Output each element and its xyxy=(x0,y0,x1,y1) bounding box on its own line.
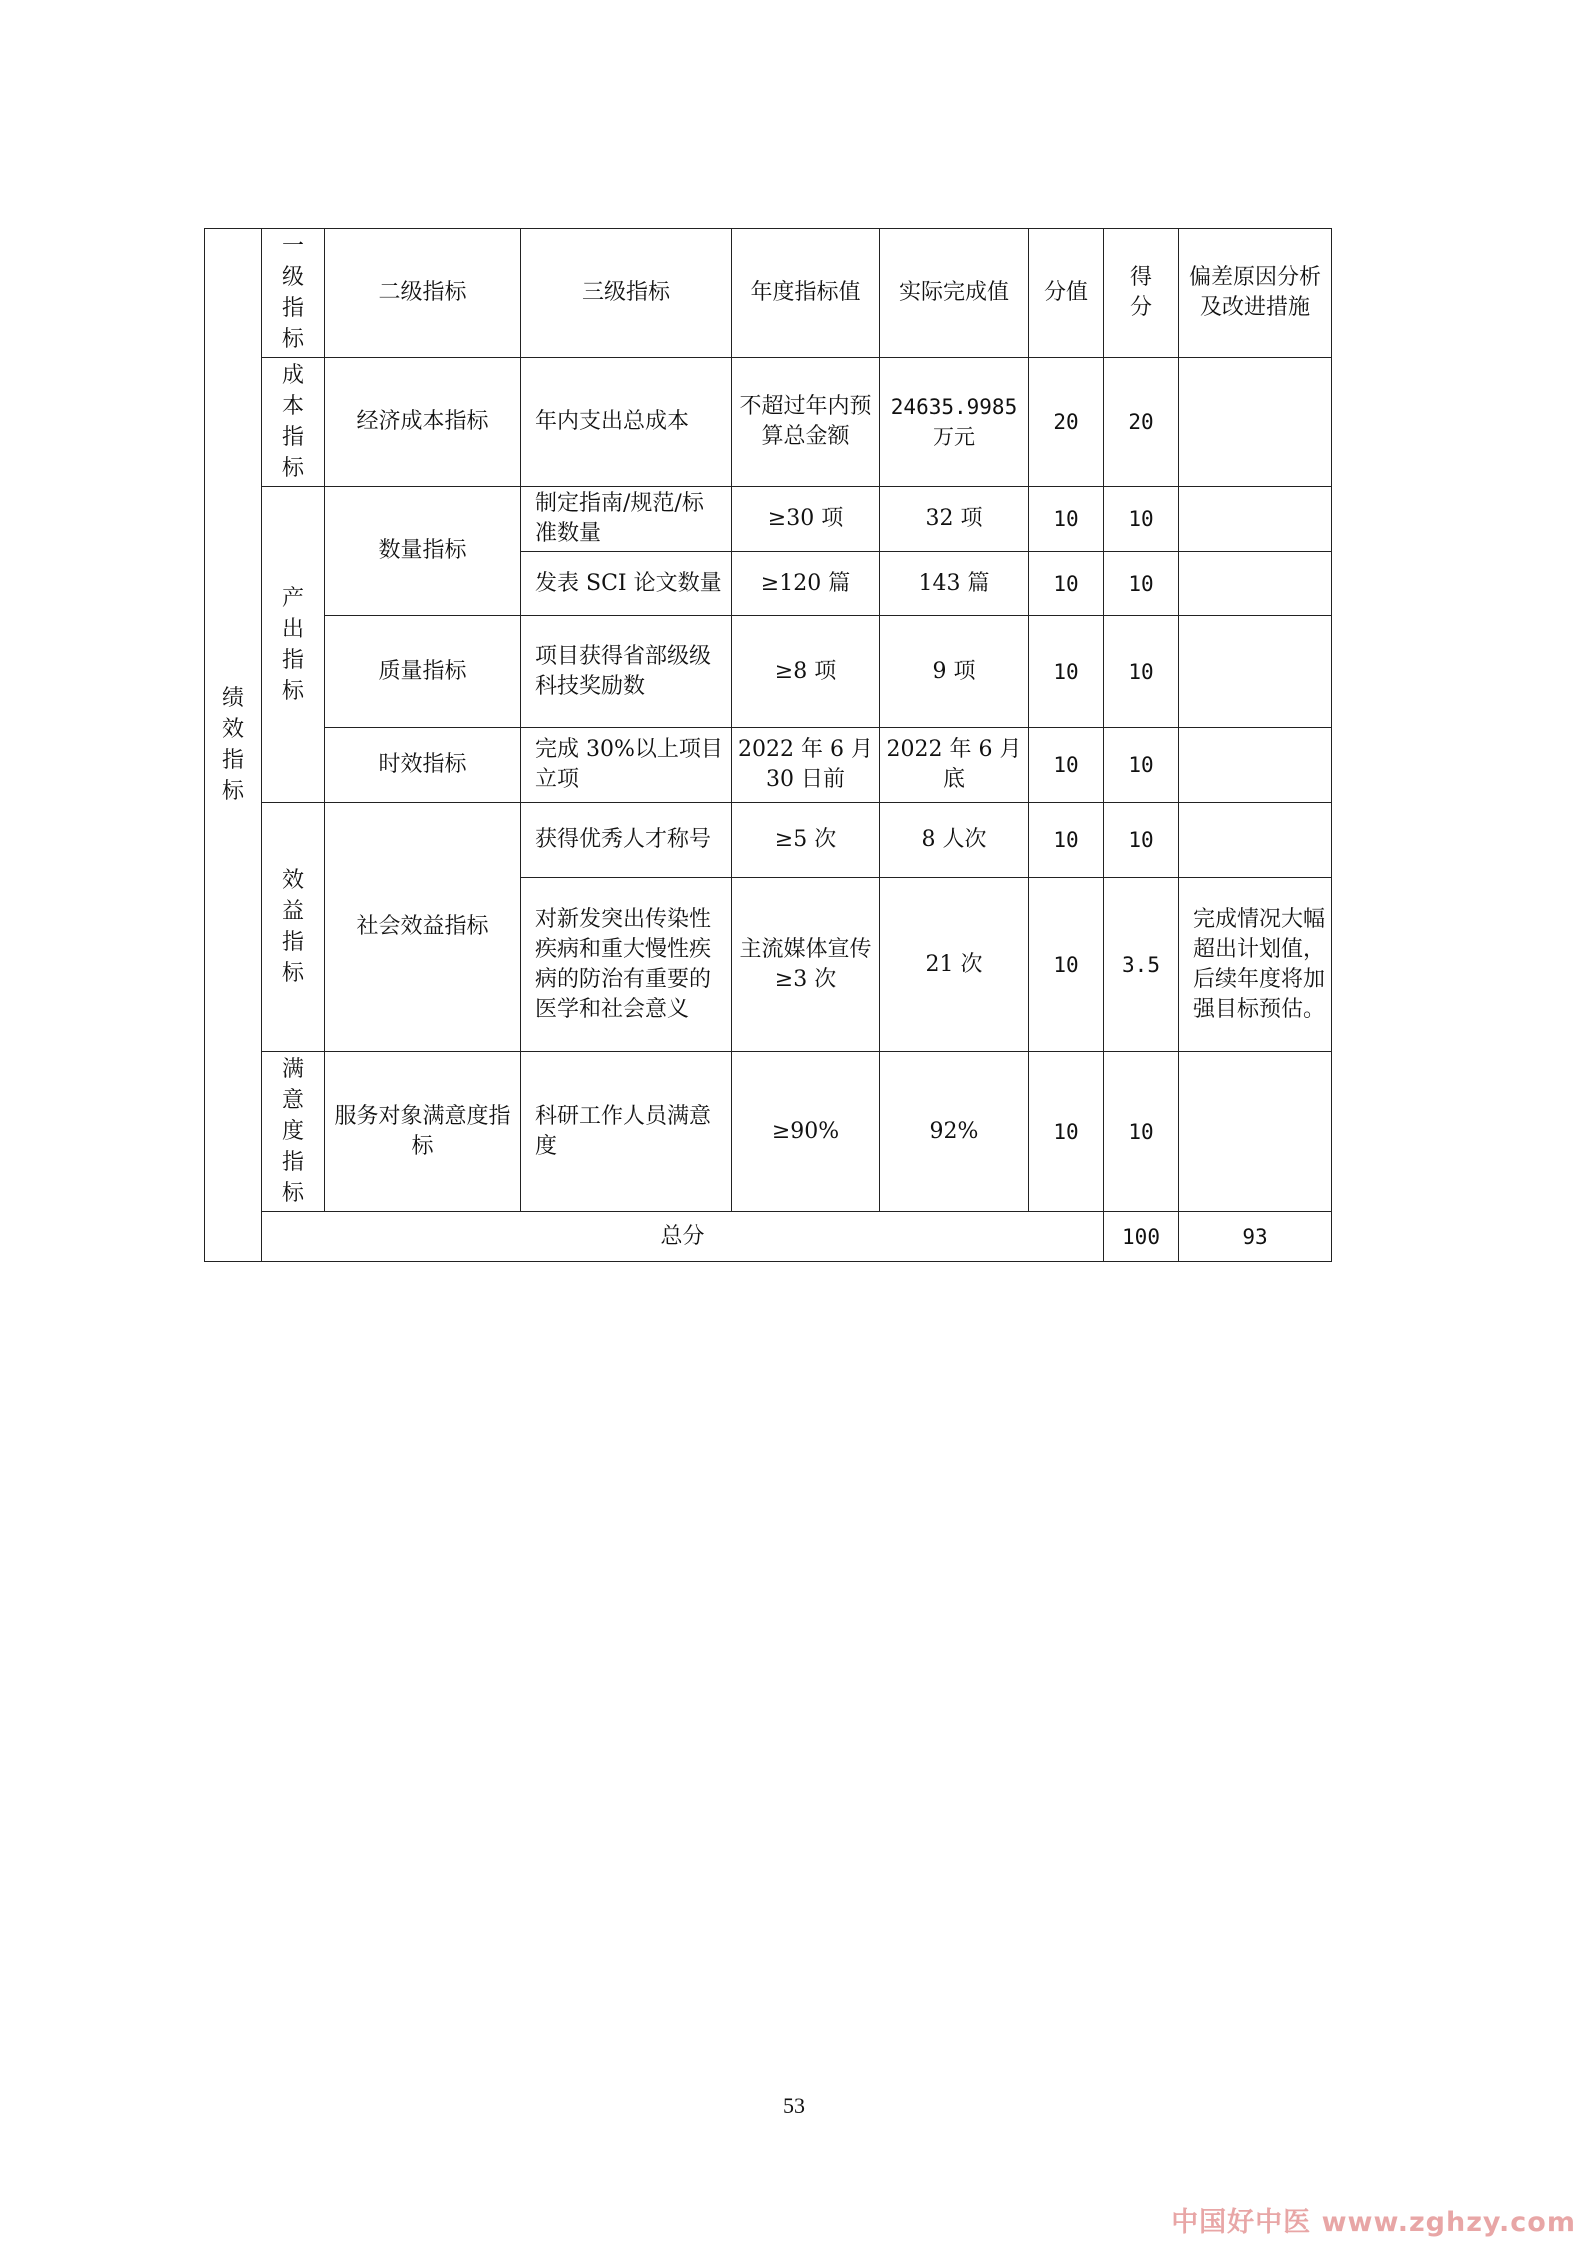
benefit-level2: 社会效益指标 xyxy=(325,803,521,1052)
quantity-level2: 数量指标 xyxy=(325,487,521,616)
quality-reason xyxy=(1179,616,1332,728)
timeliness-target: 2022 年 6 月 30 日前 xyxy=(732,728,880,803)
satisfaction-target: ≥90% xyxy=(732,1052,880,1212)
quantity-target: ≥120 篇 xyxy=(732,552,880,616)
benefit-target: 主流媒体宣传≥3 次 xyxy=(732,878,880,1052)
table-row xyxy=(205,728,1332,803)
group-label: 绩效指标 xyxy=(221,686,244,804)
benefit-reason: 完成情况大幅超出计划值，后续年度将加强目标预估。 xyxy=(1179,878,1332,1052)
quantity-score: 10 xyxy=(1104,552,1179,616)
benefit-level3: 获得优秀人才称号 xyxy=(521,803,732,878)
total-score: 93 xyxy=(1179,1212,1332,1262)
timeliness-actual: 2022 年 6 月底 xyxy=(880,728,1029,803)
cost-weight: 20 xyxy=(1029,358,1104,487)
benefit-weight: 10 xyxy=(1029,878,1104,1052)
table-row xyxy=(205,616,1332,728)
header-reason: 偏差原因分析及改进措施 xyxy=(1179,229,1332,358)
satisfaction-level2: 服务对象满意度指标 xyxy=(325,1052,521,1212)
cost-score: 20 xyxy=(1104,358,1179,487)
cost-level2: 经济成本指标 xyxy=(325,358,521,487)
quantity-reason xyxy=(1179,552,1332,616)
benefit-weight: 10 xyxy=(1029,803,1104,878)
quantity-reason xyxy=(1179,487,1332,552)
quantity-weight: 10 xyxy=(1029,552,1104,616)
quality-target: ≥8 项 xyxy=(732,616,880,728)
quality-weight: 10 xyxy=(1029,616,1104,728)
quality-actual: 9 项 xyxy=(880,616,1029,728)
page-number: 53 xyxy=(783,2093,805,2118)
header-level2: 二级指标 xyxy=(325,229,521,358)
quantity-target: ≥30 项 xyxy=(732,487,880,552)
benefit-actual: 8 人次 xyxy=(880,803,1029,878)
benefit-level1: 效益指标 xyxy=(262,803,325,1052)
cost-level1: 成本指标 xyxy=(262,358,325,487)
timeliness-level2: 时效指标 xyxy=(325,728,521,803)
cost-actual: 24635.9985万元 xyxy=(880,358,1029,487)
satisfaction-reason xyxy=(1179,1052,1332,1212)
satisfaction-level1: 满意度指标 xyxy=(262,1052,325,1212)
performance-table xyxy=(204,228,1332,1262)
header-level1: 一级指标 xyxy=(262,229,325,358)
quantity-level3: 发表 SCI 论文数量 xyxy=(521,552,732,616)
satisfaction-score: 10 xyxy=(1104,1052,1179,1212)
table-row xyxy=(205,803,1332,878)
header-target: 年度指标值 xyxy=(732,229,880,358)
quality-score: 10 xyxy=(1104,616,1179,728)
benefit-level3: 对新发突出传染性疾病和重大慢性疾病的防治有重要的医学和社会意义 xyxy=(521,878,732,1052)
cost-target: 不超过年内预算总金额 xyxy=(732,358,880,487)
cost-level3: 年内支出总成本 xyxy=(521,358,732,487)
timeliness-level3: 完成 30%以上项目立项 xyxy=(521,728,732,803)
header-actual: 实际完成值 xyxy=(880,229,1029,358)
timeliness-weight: 10 xyxy=(1029,728,1104,803)
benefit-reason xyxy=(1179,803,1332,878)
table-row xyxy=(205,487,1332,552)
header-level3: 三级指标 xyxy=(521,229,732,358)
group-label-cell xyxy=(205,229,262,1262)
quality-level3: 项目获得省部级级科技奖励数 xyxy=(521,616,732,728)
header-score: 得分 xyxy=(1104,229,1179,358)
quality-level2: 质量指标 xyxy=(325,616,521,728)
header-weight: 分值 xyxy=(1029,229,1104,358)
output-level1: 产出指标 xyxy=(262,487,325,803)
benefit-score: 10 xyxy=(1104,803,1179,878)
total-weight: 100 xyxy=(1104,1212,1179,1262)
total-row xyxy=(205,1212,1332,1262)
table-row xyxy=(205,1052,1332,1212)
quantity-actual: 32 项 xyxy=(880,487,1029,552)
quantity-weight: 10 xyxy=(1029,487,1104,552)
satisfaction-actual: 92% xyxy=(880,1052,1029,1212)
timeliness-reason xyxy=(1179,728,1332,803)
quantity-score: 10 xyxy=(1104,487,1179,552)
benefit-actual: 21 次 xyxy=(880,878,1029,1052)
table-row xyxy=(205,358,1332,487)
benefit-score: 3.5 xyxy=(1104,878,1179,1052)
total-label: 总分 xyxy=(262,1212,1104,1262)
quantity-actual: 143 篇 xyxy=(880,552,1029,616)
satisfaction-weight: 10 xyxy=(1029,1052,1104,1212)
benefit-target: ≥5 次 xyxy=(732,803,880,878)
quantity-level3: 制定指南/规范/标准数量 xyxy=(521,487,732,552)
watermark-logo: 中国好中医 www.zghzy.com xyxy=(1171,2207,1576,2238)
header-row xyxy=(205,229,1332,358)
timeliness-score: 10 xyxy=(1104,728,1179,803)
satisfaction-level3: 科研工作人员满意度 xyxy=(521,1052,732,1212)
cost-reason xyxy=(1179,358,1332,487)
